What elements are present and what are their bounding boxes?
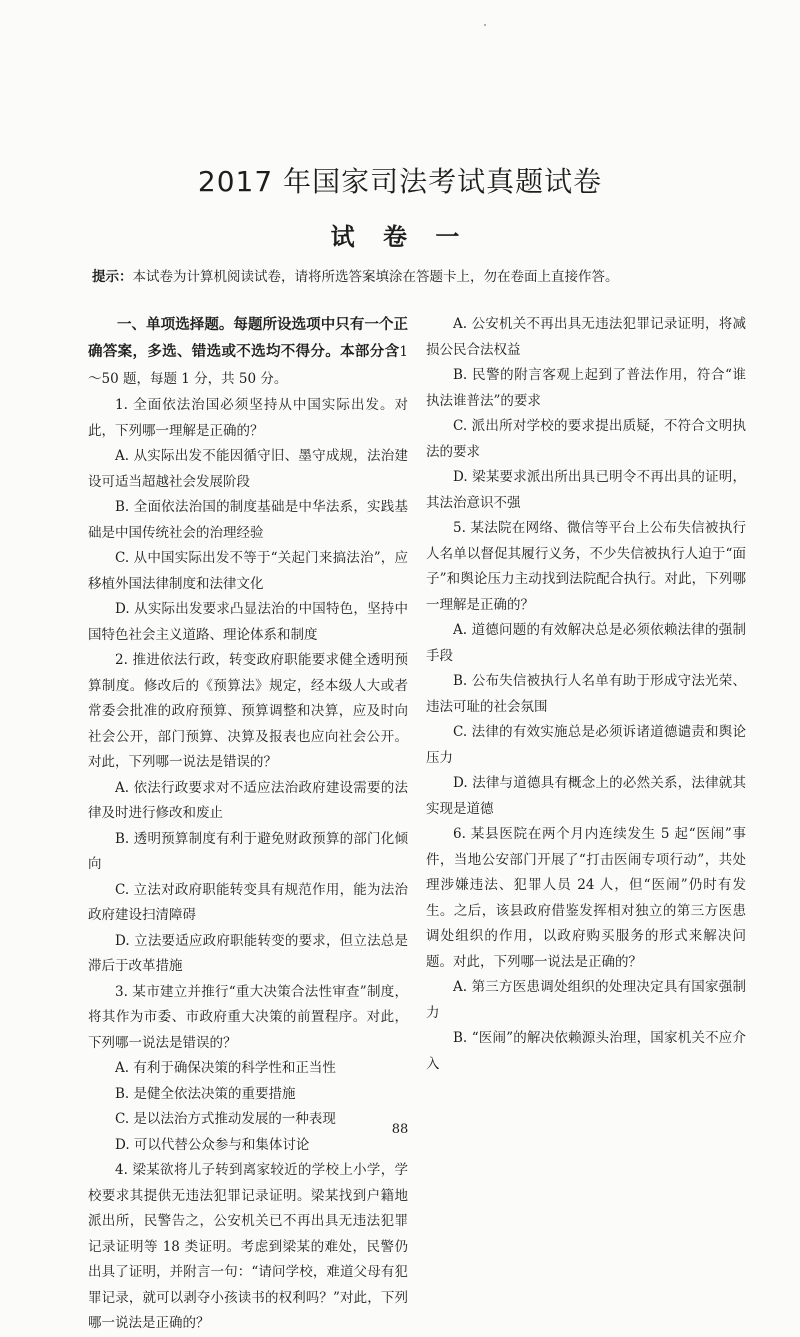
question-1-option-d: D. 从实际出发要求凸显法治的中国特色，坚持中国特色社会主义道路、理论体系和制度	[88, 601, 408, 643]
question-6-stem: 6. 某县医院在两个月内连续发生 5 起“医闹”事件，当地公安部门开展了“打击医闹专项行动”，共处理涉嫌违法、犯罪人员 24 人，但“医闹”仍时有发生。之后，该县政府借鉴发挥相对独立的第三方医患调处组织的作用，以政府购买服务的形式来解决问题。对此，下列哪一说法是正确的？	[426, 826, 746, 970]
question-6-option-b: B. “医闹”的解决依赖源头治理，国家机关不应介入	[426, 1030, 746, 1072]
question-1-option-c: C. 从中国实际出发不等于“关起门来搞法治”，应移植外国法律制度和法律文化	[88, 550, 408, 592]
exam-notice	[92, 267, 740, 287]
section-detail: 1～50 题，每题 1 分，共 50 分。	[88, 344, 408, 387]
section-heading	[88, 312, 408, 393]
question-4-option-c: C. 派出所对学校的要求提出质疑，不符合文明执法的要求	[426, 418, 746, 460]
question-2-option-d: D. 立法要适应政府职能转变的要求，但立法总是滞后于改革措施	[88, 932, 408, 974]
notice-label: 提示：	[92, 269, 133, 285]
left-column	[88, 312, 408, 1337]
question-2-option-a: A. 依法行政要求对不适应法治政府建设需要的法律及时进行修改和废止	[88, 779, 408, 821]
question-5-option-b: B. 公布失信被执行人名单有助于形成守法光荣、违法可耻的社会氛围	[426, 673, 746, 715]
question-2-option-b: B. 透明预算制度有利于避免财政预算的部门化倾向	[88, 830, 408, 872]
notice-text: 本试卷为计算机阅读试卷，请将所选答案填涂在答题卡上，勿在卷面上直接作答。	[132, 269, 619, 285]
question-1-stem: 1. 全面依法治国必须坚持从中国实际出发。对此，下列哪一理解是正确的？	[88, 397, 408, 439]
scan-speck	[484, 24, 486, 26]
question-3-stem: 3. 某市建立并推行“重大决策合法性审查”制度，将其作为市委、市政府重大决策的前置程序。对此，下列哪一说法是错误的？	[88, 983, 408, 1051]
question-5-option-a: A. 道德问题的有效解决总是必须依赖法律的强制手段	[426, 622, 746, 664]
question-2-option-c: C. 立法对政府职能转变具有规范作用，能为法治政府建设扫清障碍	[88, 881, 408, 923]
right-column	[426, 312, 746, 1077]
question-3-option-c: C. 是以法治方式推动发展的一种表现	[115, 1111, 336, 1127]
question-5-option-c: C. 法律的有效实施总是必须诉诸道德谴责和舆论压力	[426, 724, 746, 766]
question-5-option-d: D. 法律与道德具有概念上的必然关系，法律就其实现是道德	[426, 775, 746, 817]
page-title: 2017 年国家司法考试真题试卷	[197, 165, 603, 198]
page-number: 88	[391, 1122, 409, 1137]
question-5-stem: 5. 某法院在网络、微信等平台上公布失信被执行人名单以督促其履行义务，不少失信被执行人迫于“面子”和舆论压力主动找到法院配合执行。对此，下列哪一理解是正确的？	[426, 520, 746, 613]
question-2-stem: 2. 推进依法行政，转变政府职能要求健全透明预算制度。修改后的《预算法》规定，经本级人大或者常委会批准的政府预算、预算调整和决算，应及时向社会公开，部门预算、决算及报表也应向社会公开。对此，下列哪一说法是错误的？	[88, 652, 408, 770]
question-3-option-b: B. 是健全依法决策的重要措施	[115, 1085, 296, 1102]
question-4-option-b: B. 民警的附言客观上起到了普法作用，符合“谁执法谁普法”的要求	[426, 367, 746, 409]
question-4-option-a: A. 公安机关不再出具无违法犯罪记录证明，将减损公民合法权益	[426, 316, 746, 358]
question-3-option-d: D. 可以代替公众参与和集体讨论	[115, 1136, 310, 1153]
section-heading-text: 一、单项选择题。每题所设选项中只有一个正确答案，多选、错选或不选均不得分。本部分含	[88, 317, 408, 360]
question-3-option-a: A. 有利于确保决策的科学性和正当性	[115, 1060, 336, 1076]
question-1-option-a: A. 从实际出发不能因循守旧、墨守成规，法治建设可适当超越社会发展阶段	[88, 448, 408, 490]
question-1-option-b: B. 全面依法治国的制度基础是中华法系，实践基础是中国传统社会的治理经验	[88, 499, 408, 541]
question-6-option-a: A. 第三方医患调处组织的处理决定具有国家强制力	[426, 979, 746, 1021]
question-4-stem: 4. 梁某欲将儿子转到离家较近的学校上小学，学校要求其提供无违法犯罪记录证明。梁某找到户籍地派出所，民警告之，公安机关已不再出具无违法犯罪记录证明等 18 类证明。考虑到梁某的难处，民警仍出具了证明，并附言一句：“请问学校，难道父母有犯罪记录，就可以剥夺小孩读书的权利吗？”对此，下列哪一说法是正确的？	[88, 1162, 408, 1331]
question-4-option-d: D. 梁某要求派出所出具已明令不再出具的证明，其法治意识不强	[426, 469, 746, 511]
paper-subtitle: 试 卷 一	[330, 223, 470, 251]
